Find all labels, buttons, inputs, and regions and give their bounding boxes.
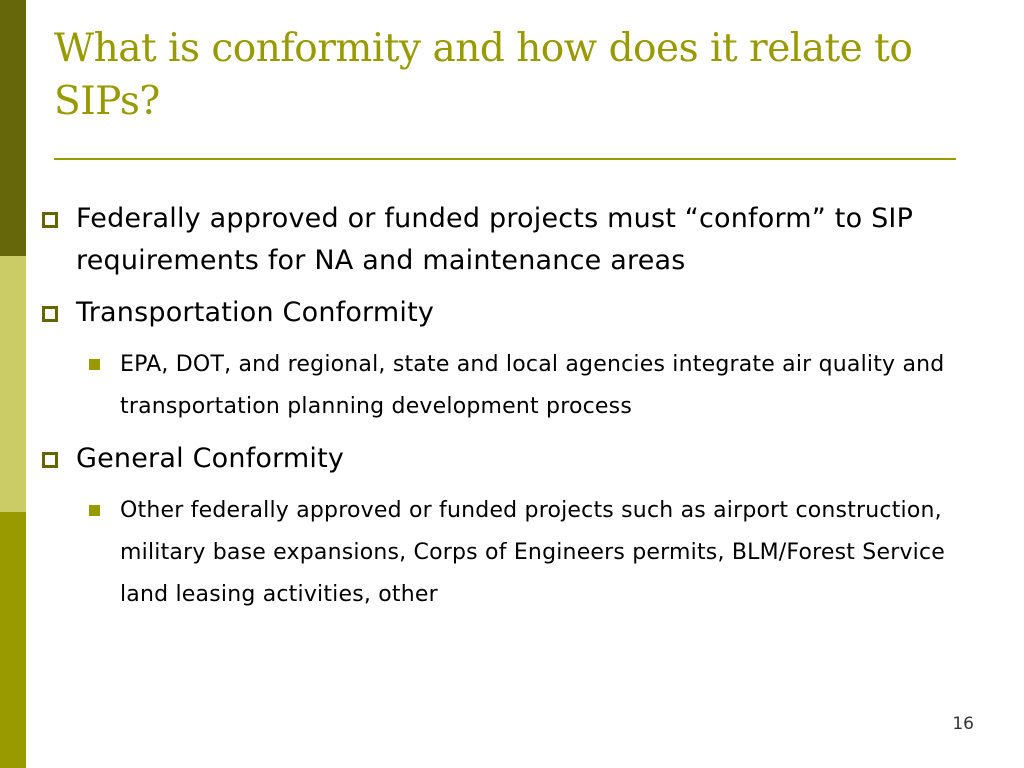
hollow-square-icon <box>42 452 58 468</box>
side-bar-bottom <box>0 512 26 768</box>
bullet-list <box>40 198 1000 626</box>
side-bar-top <box>0 0 26 256</box>
sub-bullet-text: Other federally approved or funded projects such as airport construction, military base expansions, Corps of Engineers permits, BLM/Forest Service land leasing activities, other <box>120 498 946 607</box>
sub-bullet-text: EPA, DOT, and regional, state and local agencies integrate air quality and transportation planning development process <box>120 352 945 419</box>
bullet-item <box>40 198 1000 282</box>
hollow-square-icon <box>42 306 58 322</box>
side-bar-middle <box>0 256 26 512</box>
bullet-item <box>40 292 1000 334</box>
sub-bullet-item <box>40 490 1000 616</box>
hollow-square-icon <box>42 212 58 228</box>
sub-bullet-item <box>40 344 1000 428</box>
title-underline <box>54 158 956 160</box>
filled-square-icon <box>89 359 100 370</box>
slide-title: What is conformity and how does it relate to SIPs? <box>54 26 913 124</box>
bullet-text: Federally approved or funded projects must “conform” to SIP requirements for NA and maintenance areas <box>76 203 914 276</box>
bullet-text: Transportation Conformity <box>76 297 435 328</box>
page-number: 16 <box>952 714 974 734</box>
filled-square-icon <box>89 505 100 516</box>
bullet-text: General Conformity <box>76 443 345 474</box>
bullet-item <box>40 438 1000 480</box>
